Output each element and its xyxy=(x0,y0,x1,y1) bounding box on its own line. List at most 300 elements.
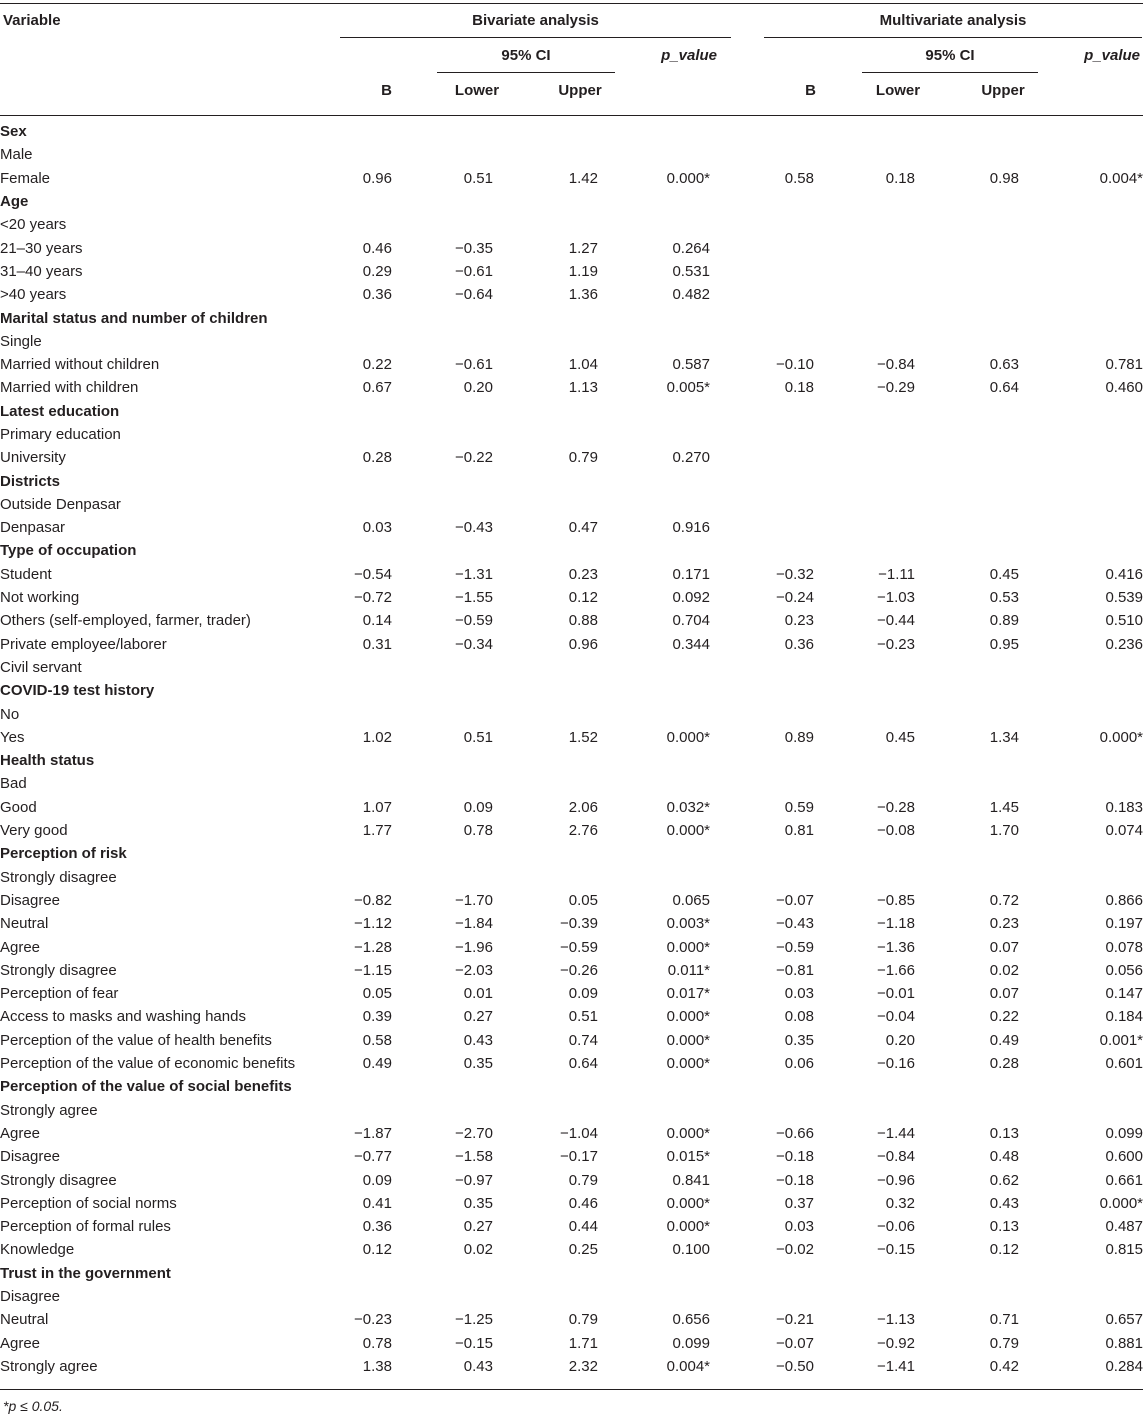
row-label: Yes xyxy=(0,728,25,746)
bivariate-b-cell xyxy=(340,866,392,889)
table-row xyxy=(0,376,1143,399)
section-label: Latest education xyxy=(0,402,120,420)
table-row xyxy=(0,1005,1143,1028)
multivariate-lower-cell: −1.44 xyxy=(877,1124,915,1142)
multivariate-b-cell: −0.07 xyxy=(776,1334,814,1352)
bivariate-b-cell: 0.96 xyxy=(362,169,392,187)
bivariate-upper-cell: 0.05 xyxy=(568,891,598,909)
multivariate-lower-cell xyxy=(814,260,915,283)
bivariate-pvalue-cell xyxy=(598,190,710,213)
row-label: Strongly agree xyxy=(0,1101,98,1119)
bivariate-lower-cell xyxy=(392,143,493,166)
multivariate-pvalue-cell xyxy=(1019,656,1143,679)
row-label: Strongly disagree xyxy=(0,961,117,979)
bivariate-b-cell: 0.41 xyxy=(362,1194,392,1212)
row-label: University xyxy=(0,449,66,467)
multivariate-b-cell: −0.18 xyxy=(776,1171,814,1189)
table-row xyxy=(0,1285,1143,1308)
bivariate-pvalue-cell xyxy=(598,842,710,865)
section-label: Type of occupation xyxy=(0,542,137,560)
bivariate-upper-cell xyxy=(493,866,598,889)
multivariate-pvalue-cell: 0.197 xyxy=(1105,915,1143,933)
multivariate-b-cell: −0.50 xyxy=(776,1357,814,1375)
bivariate-pvalue-cell xyxy=(598,330,710,353)
multivariate-upper-cell xyxy=(915,190,1019,213)
multivariate-pvalue-cell: 0.460 xyxy=(1105,379,1143,397)
row-label: 31–40 years xyxy=(0,262,83,280)
bivariate-upper-cell: 1.52 xyxy=(568,728,598,746)
bivariate-pvalue-cell: 0.000* xyxy=(666,728,710,746)
bivariate-upper-cell: 0.23 xyxy=(568,565,598,583)
multivariate-pvalue-cell xyxy=(1019,493,1143,516)
multivariate-upper-cell xyxy=(915,516,1019,539)
table-row xyxy=(0,143,1143,166)
bivariate-upper-cell: 0.88 xyxy=(568,612,598,630)
bivariate-lower-cell: −2.70 xyxy=(455,1124,493,1142)
table-row xyxy=(0,982,1143,1005)
section-row xyxy=(0,842,1143,865)
multivariate-ci-underline xyxy=(862,72,1038,73)
bivariate-pvalue-cell: 0.841 xyxy=(672,1171,710,1189)
table-row xyxy=(0,1029,1143,1052)
multivariate-lower-cell xyxy=(814,1098,915,1121)
bivariate-pvalue-cell xyxy=(598,1075,710,1098)
row-label: Outside Denpasar xyxy=(0,495,121,513)
multivariate-pvalue-cell: 0.074 xyxy=(1105,822,1143,840)
bivariate-pvalue-cell xyxy=(598,1285,710,1308)
table-row xyxy=(0,1238,1143,1261)
multivariate-b-cell xyxy=(710,213,814,236)
multivariate-pvalue-cell: 0.000* xyxy=(1099,1194,1143,1212)
bivariate-upper-cell xyxy=(493,679,598,702)
bivariate-pvalue-cell: 0.000* xyxy=(666,938,710,956)
header-bivariate-upper: Upper xyxy=(558,82,602,99)
table-row xyxy=(0,1331,1143,1354)
section-label: Sex xyxy=(0,123,27,141)
bivariate-pvalue-cell xyxy=(598,702,710,725)
table-row xyxy=(0,1192,1143,1215)
multivariate-lower-cell xyxy=(814,493,915,516)
bivariate-lower-cell: −1.58 xyxy=(455,1148,493,1166)
bivariate-lower-cell: −1.31 xyxy=(455,565,493,583)
table-row xyxy=(0,167,1143,190)
header-multivariate-b: B xyxy=(805,82,816,99)
bivariate-b-cell xyxy=(340,423,392,446)
bivariate-lower-cell xyxy=(392,120,493,143)
bivariate-upper-cell xyxy=(493,493,598,516)
table-row xyxy=(0,1215,1143,1238)
multivariate-b-cell xyxy=(710,330,814,353)
multivariate-upper-cell: 0.02 xyxy=(989,961,1019,979)
bivariate-pvalue-cell: 0.000* xyxy=(666,1218,710,1236)
row-label: Disagree xyxy=(0,1148,61,1166)
bivariate-upper-cell: 0.79 xyxy=(568,449,598,467)
row-label: Primary education xyxy=(0,426,121,443)
multivariate-b-cell xyxy=(710,516,814,539)
bivariate-b-cell: 1.77 xyxy=(362,822,392,840)
bivariate-b-cell: 1.07 xyxy=(362,798,392,816)
multivariate-b-cell: −0.02 xyxy=(776,1241,814,1259)
bivariate-lower-cell: 0.27 xyxy=(463,1008,493,1026)
row-label: Disagree xyxy=(0,1287,61,1305)
multivariate-lower-cell: −0.15 xyxy=(877,1241,915,1259)
multivariate-upper-cell: 0.22 xyxy=(989,1008,1019,1026)
bivariate-ci-underline xyxy=(437,72,615,73)
multivariate-upper-cell xyxy=(915,260,1019,283)
multivariate-lower-cell: 0.20 xyxy=(885,1031,915,1049)
multivariate-lower-cell: −0.28 xyxy=(877,798,915,816)
multivariate-b-cell: −0.24 xyxy=(776,589,814,607)
multivariate-pvalue-cell: 0.099 xyxy=(1105,1124,1143,1142)
multivariate-lower-cell: 0.18 xyxy=(885,169,915,187)
bivariate-upper-cell: 2.76 xyxy=(568,822,598,840)
bivariate-pvalue-cell: 0.092 xyxy=(672,589,710,607)
bivariate-b-cell: 0.29 xyxy=(362,262,392,280)
bivariate-lower-cell: −1.96 xyxy=(455,938,493,956)
bivariate-b-cell: 0.31 xyxy=(362,635,392,653)
section-row xyxy=(0,190,1143,213)
multivariate-lower-cell xyxy=(814,516,915,539)
table-row xyxy=(0,260,1143,283)
row-label: Female xyxy=(0,169,51,187)
bivariate-lower-cell xyxy=(392,306,493,329)
multivariate-lower-cell: 0.32 xyxy=(885,1194,915,1212)
bivariate-lower-cell xyxy=(392,1098,493,1121)
bivariate-b-cell xyxy=(340,213,392,236)
multivariate-pvalue-cell xyxy=(1019,236,1143,259)
bivariate-b-cell: −0.23 xyxy=(354,1311,392,1329)
bivariate-b-cell: 0.28 xyxy=(362,449,392,467)
bivariate-lower-cell: −0.59 xyxy=(455,612,493,630)
bivariate-upper-cell: 2.32 xyxy=(568,1357,598,1375)
bivariate-pvalue-cell: 0.587 xyxy=(672,356,710,374)
multivariate-b-cell: 0.89 xyxy=(784,728,814,746)
row-label: Access to masks and washing hands xyxy=(0,1008,246,1026)
table-row xyxy=(0,353,1143,376)
bivariate-lower-cell xyxy=(392,469,493,492)
bivariate-upper-cell xyxy=(493,702,598,725)
table-row xyxy=(0,1145,1143,1168)
bivariate-b-cell: −0.72 xyxy=(354,589,392,607)
multivariate-b-cell xyxy=(710,469,814,492)
header-bivariate: Bivariate analysis xyxy=(472,12,599,29)
bivariate-b-cell xyxy=(340,842,392,865)
section-row xyxy=(0,120,1143,143)
multivariate-upper-cell: 0.13 xyxy=(989,1124,1019,1142)
multivariate-lower-cell: −1.36 xyxy=(877,938,915,956)
bivariate-lower-cell xyxy=(392,866,493,889)
multivariate-pvalue-cell: 0.510 xyxy=(1105,612,1143,630)
bivariate-b-cell: 0.36 xyxy=(362,286,392,304)
bivariate-lower-cell: 0.51 xyxy=(463,728,493,746)
multivariate-upper-cell: 0.79 xyxy=(989,1334,1019,1352)
multivariate-lower-cell: −0.01 xyxy=(877,985,915,1003)
multivariate-upper-cell xyxy=(915,400,1019,423)
bivariate-upper-cell: 0.51 xyxy=(568,1008,598,1026)
bivariate-lower-cell: −1.84 xyxy=(455,915,493,933)
multivariate-pvalue-cell: 0.601 xyxy=(1105,1055,1143,1073)
multivariate-b-cell: −0.07 xyxy=(776,891,814,909)
bivariate-lower-cell: −0.15 xyxy=(455,1334,493,1352)
multivariate-b-cell xyxy=(710,260,814,283)
row-label: Others (self-employed, farmer, trader) xyxy=(0,612,251,630)
bivariate-lower-cell: −0.43 xyxy=(455,519,493,537)
bivariate-lower-cell xyxy=(392,423,493,446)
multivariate-pvalue-cell xyxy=(1019,702,1143,725)
bivariate-upper-cell: −0.59 xyxy=(560,938,598,956)
multivariate-lower-cell xyxy=(814,306,915,329)
bivariate-pvalue-cell xyxy=(598,749,710,772)
row-label: Agree xyxy=(0,1334,41,1352)
section-row xyxy=(0,539,1143,562)
bivariate-lower-cell: 0.78 xyxy=(463,822,493,840)
section-label: Perception of the value of social benefits xyxy=(0,1078,292,1096)
multivariate-pvalue-cell: 0.236 xyxy=(1105,635,1143,653)
bivariate-pvalue-cell: 0.264 xyxy=(672,239,710,257)
multivariate-upper-cell xyxy=(915,493,1019,516)
bivariate-pvalue-cell: 0.099 xyxy=(672,1334,710,1352)
bivariate-b-cell: 0.03 xyxy=(362,519,392,537)
multivariate-upper-cell xyxy=(915,1098,1019,1121)
section-label: Districts xyxy=(0,472,61,490)
bivariate-b-cell: 0.67 xyxy=(362,379,392,397)
bivariate-pvalue-cell: 0.344 xyxy=(672,635,710,653)
multivariate-upper-cell: 0.07 xyxy=(989,938,1019,956)
bivariate-upper-cell: 2.06 xyxy=(568,798,598,816)
bivariate-pvalue-cell: 0.003* xyxy=(666,915,710,933)
multivariate-lower-cell xyxy=(814,772,915,795)
bivariate-pvalue-cell: 0.270 xyxy=(672,449,710,467)
bivariate-upper-cell xyxy=(493,772,598,795)
multivariate-lower-cell: −1.41 xyxy=(877,1357,915,1375)
multivariate-pvalue-cell xyxy=(1019,143,1143,166)
table-row xyxy=(0,330,1143,353)
multivariate-pvalue-cell xyxy=(1019,679,1143,702)
bivariate-b-cell xyxy=(340,400,392,423)
bivariate-b-cell: 0.49 xyxy=(362,1055,392,1073)
multivariate-b-cell: −0.21 xyxy=(776,1311,814,1329)
multivariate-lower-cell: −1.03 xyxy=(877,589,915,607)
bivariate-pvalue-cell xyxy=(598,143,710,166)
bivariate-b-cell xyxy=(340,1075,392,1098)
bivariate-b-cell: −1.28 xyxy=(354,938,392,956)
multivariate-b-cell xyxy=(710,1285,814,1308)
multivariate-b-cell xyxy=(710,283,814,306)
multivariate-b-cell xyxy=(710,143,814,166)
multivariate-lower-cell xyxy=(814,213,915,236)
multivariate-pvalue-cell xyxy=(1019,1285,1143,1308)
table-row xyxy=(0,493,1143,516)
table-row xyxy=(0,772,1143,795)
bivariate-pvalue-cell xyxy=(598,400,710,423)
multivariate-pvalue-cell xyxy=(1019,749,1143,772)
table-row xyxy=(0,912,1143,935)
multivariate-upper-cell: 1.70 xyxy=(989,822,1019,840)
multivariate-upper-cell xyxy=(915,446,1019,469)
bivariate-b-cell xyxy=(340,469,392,492)
multivariate-pvalue-cell: 0.600 xyxy=(1105,1148,1143,1166)
bivariate-lower-cell xyxy=(392,539,493,562)
multivariate-upper-cell xyxy=(915,283,1019,306)
bivariate-pvalue-cell: 0.916 xyxy=(672,519,710,537)
bivariate-pvalue-cell: 0.000* xyxy=(666,1031,710,1049)
multivariate-pvalue-cell xyxy=(1019,469,1143,492)
multivariate-upper-cell: 0.12 xyxy=(989,1241,1019,1259)
bivariate-lower-cell xyxy=(392,679,493,702)
bivariate-upper-cell xyxy=(493,749,598,772)
header-bivariate-b: B xyxy=(381,82,392,99)
section-row xyxy=(0,469,1143,492)
bivariate-b-cell: 0.12 xyxy=(362,1241,392,1259)
multivariate-pvalue-cell: 0.416 xyxy=(1105,565,1143,583)
bivariate-b-cell: 0.46 xyxy=(362,239,392,257)
multivariate-lower-cell: −0.85 xyxy=(877,891,915,909)
section-row xyxy=(0,749,1143,772)
bivariate-lower-cell xyxy=(392,400,493,423)
header-multivariate-pvalue: p_value xyxy=(1084,47,1140,64)
multivariate-upper-cell: 0.64 xyxy=(989,379,1019,397)
table-row xyxy=(0,726,1143,749)
bivariate-lower-cell: −2.03 xyxy=(455,961,493,979)
multivariate-lower-cell: 0.45 xyxy=(885,728,915,746)
bivariate-pvalue-cell: 0.704 xyxy=(672,612,710,630)
row-label: Male xyxy=(0,146,33,164)
multivariate-lower-cell xyxy=(814,283,915,306)
multivariate-b-cell xyxy=(710,120,814,143)
row-label: Denpasar xyxy=(0,519,66,537)
bivariate-b-cell: −0.82 xyxy=(354,891,392,909)
bivariate-upper-cell xyxy=(493,1262,598,1285)
section-row xyxy=(0,1075,1143,1098)
multivariate-upper-cell: 0.23 xyxy=(989,915,1019,933)
bivariate-upper-cell: −0.17 xyxy=(560,1148,598,1166)
multivariate-pvalue-cell xyxy=(1019,1075,1143,1098)
multivariate-b-cell: 0.18 xyxy=(784,379,814,397)
multivariate-lower-cell: −0.84 xyxy=(877,1148,915,1166)
bivariate-upper-cell: 0.12 xyxy=(568,589,598,607)
bivariate-b-cell xyxy=(340,1098,392,1121)
multivariate-upper-cell xyxy=(915,1262,1019,1285)
row-label: Neutral xyxy=(0,1311,49,1329)
multivariate-b-cell: −0.59 xyxy=(776,938,814,956)
row-label: Married without children xyxy=(0,356,160,374)
multivariate-upper-cell xyxy=(915,772,1019,795)
multivariate-pvalue-cell xyxy=(1019,1098,1143,1121)
multivariate-lower-cell: −1.11 xyxy=(878,565,915,583)
multivariate-b-cell xyxy=(710,749,814,772)
multivariate-b-cell xyxy=(710,446,814,469)
bivariate-lower-cell xyxy=(392,772,493,795)
table-row xyxy=(0,283,1143,306)
bivariate-pvalue-cell xyxy=(598,866,710,889)
multivariate-upper-cell: 0.48 xyxy=(989,1148,1019,1166)
bivariate-upper-cell xyxy=(493,400,598,423)
bivariate-b-cell xyxy=(340,1262,392,1285)
multivariate-upper-cell: 0.71 xyxy=(989,1311,1019,1329)
multivariate-lower-cell xyxy=(814,143,915,166)
bivariate-pvalue-cell: 0.482 xyxy=(672,286,710,304)
multivariate-upper-cell xyxy=(915,423,1019,446)
table-row xyxy=(0,1308,1143,1331)
multivariate-lower-cell: −1.18 xyxy=(877,915,915,933)
row-label: No xyxy=(0,705,20,723)
multivariate-b-cell: 0.59 xyxy=(784,798,814,816)
row-label: Strongly agree xyxy=(0,1357,98,1375)
multivariate-pvalue-cell: 0.487 xyxy=(1105,1218,1143,1236)
bivariate-b-cell xyxy=(340,330,392,353)
row-label: 21–30 years xyxy=(0,239,83,257)
bivariate-b-cell xyxy=(340,772,392,795)
bivariate-pvalue-cell xyxy=(598,679,710,702)
bivariate-lower-cell xyxy=(392,842,493,865)
multivariate-lower-cell xyxy=(814,400,915,423)
bivariate-lower-cell xyxy=(392,749,493,772)
multivariate-b-cell: 0.23 xyxy=(784,612,814,630)
bivariate-upper-cell: −0.26 xyxy=(560,961,598,979)
multivariate-pvalue-cell: 0.781 xyxy=(1105,356,1143,374)
multivariate-b-cell: 0.03 xyxy=(784,1218,814,1236)
multivariate-upper-cell: 0.63 xyxy=(989,356,1019,374)
row-label: Perception of the value of economic benefits xyxy=(0,1055,296,1073)
multivariate-upper-cell xyxy=(915,749,1019,772)
multivariate-lower-cell: −0.44 xyxy=(877,612,915,630)
multivariate-lower-cell: −1.66 xyxy=(877,961,915,979)
multivariate-pvalue-cell: 0.184 xyxy=(1105,1008,1143,1026)
multivariate-pvalue-cell: 0.815 xyxy=(1105,1241,1143,1259)
bivariate-upper-cell: 1.71 xyxy=(568,1334,598,1352)
bivariate-b-cell: 0.58 xyxy=(362,1031,392,1049)
multivariate-b-cell: 0.35 xyxy=(784,1031,814,1049)
bivariate-lower-cell: −0.34 xyxy=(455,635,493,653)
multivariate-lower-cell xyxy=(814,190,915,213)
bivariate-upper-cell: 0.79 xyxy=(568,1171,598,1189)
bivariate-upper-cell: 0.79 xyxy=(568,1311,598,1329)
multivariate-pvalue-cell: 0.078 xyxy=(1105,938,1143,956)
bivariate-pvalue-cell xyxy=(598,306,710,329)
bivariate-upper-cell: 0.96 xyxy=(568,635,598,653)
bivariate-upper-cell: 1.36 xyxy=(568,286,598,304)
multivariate-b-cell: −0.66 xyxy=(776,1124,814,1142)
multivariate-lower-cell xyxy=(814,656,915,679)
multivariate-upper-cell xyxy=(915,120,1019,143)
multivariate-pvalue-cell: 0.147 xyxy=(1105,985,1143,1003)
multivariate-upper-cell: 0.89 xyxy=(989,612,1019,630)
section-label: Marital status and number of children xyxy=(0,309,268,327)
bivariate-pvalue-cell: 0.017* xyxy=(666,985,710,1003)
multivariate-upper-cell xyxy=(915,539,1019,562)
bivariate-pvalue-cell: 0.065 xyxy=(672,891,710,909)
section-row xyxy=(0,306,1143,329)
bivariate-upper-cell xyxy=(493,213,598,236)
multivariate-pvalue-cell: 0.000* xyxy=(1099,728,1143,746)
multivariate-b-cell xyxy=(710,866,814,889)
multivariate-upper-cell xyxy=(915,213,1019,236)
bivariate-upper-cell xyxy=(493,330,598,353)
bivariate-pvalue-cell xyxy=(598,493,710,516)
multivariate-pvalue-cell xyxy=(1019,330,1143,353)
multivariate-lower-cell xyxy=(814,423,915,446)
bivariate-lower-cell xyxy=(392,1285,493,1308)
row-label: <20 years xyxy=(0,216,67,234)
bivariate-lower-cell: 0.02 xyxy=(463,1241,493,1259)
multivariate-b-cell xyxy=(710,539,814,562)
multivariate-pvalue-cell xyxy=(1019,446,1143,469)
bivariate-pvalue-cell xyxy=(598,772,710,795)
multivariate-pvalue-cell xyxy=(1019,400,1143,423)
bivariate-upper-cell: 0.46 xyxy=(568,1194,598,1212)
row-label: Strongly disagree xyxy=(0,868,117,886)
row-label: Student xyxy=(0,565,52,583)
